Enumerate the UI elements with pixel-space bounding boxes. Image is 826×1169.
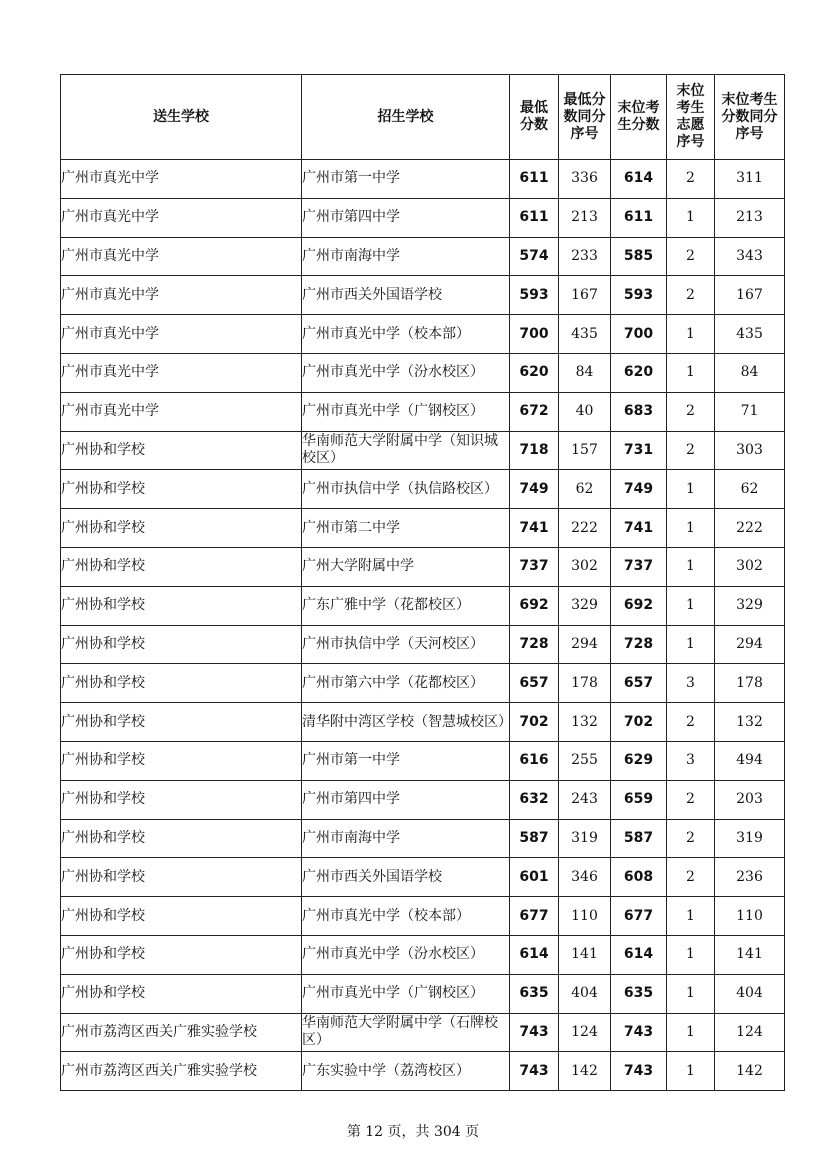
min-score-tie-rank-cell: 243: [559, 780, 611, 819]
sender-school-cell: 广州协和学校: [61, 509, 302, 548]
admitting-school-cell: 华南师范大学附属中学（知识城校区）: [302, 431, 510, 470]
last-student-tie-rank-cell: 319: [715, 819, 785, 858]
last-student-tie-rank-cell: 222: [715, 509, 785, 548]
table-row: [61, 1013, 785, 1052]
header-admitting-school: 招生学校: [302, 75, 510, 160]
table-body: [61, 160, 785, 1091]
sender-school-cell: 广州协和学校: [61, 470, 302, 509]
min-score-cell: 611: [510, 198, 559, 237]
sender-school-cell: 广州市真光中学: [61, 353, 302, 392]
last-student-choice-no-cell: 1: [667, 625, 715, 664]
sender-school-cell: 广州协和学校: [61, 780, 302, 819]
last-student-tie-rank-cell: 311: [715, 160, 785, 199]
last-student-tie-rank-cell: 71: [715, 392, 785, 431]
min-score-cell: 737: [510, 547, 559, 586]
sender-school-cell: 广州协和学校: [61, 625, 302, 664]
admitting-school-cell: 华南师范大学附属中学（石牌校区）: [302, 1013, 510, 1052]
min-score-cell: 741: [510, 509, 559, 548]
table-row: [61, 664, 785, 703]
admitting-school-cell: 广州市真光中学（广钢校区）: [302, 392, 510, 431]
last-student-tie-rank-cell: 404: [715, 974, 785, 1013]
table-row: [61, 935, 785, 974]
table-row: [61, 276, 785, 315]
min-score-tie-rank-cell: 132: [559, 703, 611, 742]
admitting-school-cell: 广州市真光中学（汾水校区）: [302, 935, 510, 974]
last-student-choice-no-cell: 1: [667, 547, 715, 586]
last-student-score-cell: 608: [611, 858, 667, 897]
min-score-tie-rank-cell: 62: [559, 470, 611, 509]
last-student-tie-rank-cell: 236: [715, 858, 785, 897]
min-score-tie-rank-cell: 329: [559, 586, 611, 625]
last-student-score-cell: 743: [611, 1052, 667, 1091]
sender-school-cell: 广州协和学校: [61, 547, 302, 586]
last-student-tie-rank-cell: 303: [715, 431, 785, 470]
admitting-school-cell: 广州市真光中学（广钢校区）: [302, 974, 510, 1013]
last-student-tie-rank-cell: 84: [715, 353, 785, 392]
last-student-choice-no-cell: 2: [667, 858, 715, 897]
sender-school-cell: 广州市真光中学: [61, 160, 302, 199]
last-student-tie-rank-cell: 62: [715, 470, 785, 509]
min-score-cell: 616: [510, 741, 559, 780]
table-row: [61, 160, 785, 199]
last-student-score-cell: 657: [611, 664, 667, 703]
last-student-choice-no-cell: 2: [667, 392, 715, 431]
min-score-tie-rank-cell: 222: [559, 509, 611, 548]
min-score-cell: 657: [510, 664, 559, 703]
admitting-school-cell: 广州市执信中学（天河校区）: [302, 625, 510, 664]
min-score-cell: 743: [510, 1052, 559, 1091]
last-student-tie-rank-cell: 294: [715, 625, 785, 664]
last-student-tie-rank-cell: 203: [715, 780, 785, 819]
last-student-choice-no-cell: 1: [667, 1052, 715, 1091]
min-score-cell: 611: [510, 160, 559, 199]
last-student-score-cell: 614: [611, 935, 667, 974]
sender-school-cell: 广州市荔湾区西关广雅实验学校: [61, 1052, 302, 1091]
last-student-score-cell: 731: [611, 431, 667, 470]
min-score-tie-rank-cell: 319: [559, 819, 611, 858]
min-score-tie-rank-cell: 84: [559, 353, 611, 392]
sender-school-cell: 广州市真光中学: [61, 198, 302, 237]
sender-school-cell: 广州市真光中学: [61, 276, 302, 315]
last-student-choice-no-cell: 1: [667, 935, 715, 974]
last-student-tie-rank-cell: 110: [715, 897, 785, 936]
sender-school-cell: 广州协和学校: [61, 431, 302, 470]
table-row: [61, 547, 785, 586]
last-student-score-cell: 741: [611, 509, 667, 548]
table-row: [61, 353, 785, 392]
table-row: [61, 198, 785, 237]
last-student-tie-rank-cell: 329: [715, 586, 785, 625]
min-score-tie-rank-cell: 157: [559, 431, 611, 470]
last-student-choice-no-cell: 1: [667, 198, 715, 237]
last-student-choice-no-cell: 2: [667, 237, 715, 276]
min-score-tie-rank-cell: 141: [559, 935, 611, 974]
sender-school-cell: 广州协和学校: [61, 935, 302, 974]
last-student-tie-rank-cell: 142: [715, 1052, 785, 1091]
sender-school-cell: 广州市真光中学: [61, 315, 302, 354]
admitting-school-cell: 广州市第四中学: [302, 780, 510, 819]
sender-school-cell: 广州协和学校: [61, 974, 302, 1013]
table-row: [61, 625, 785, 664]
min-score-cell: 749: [510, 470, 559, 509]
table-row: [61, 897, 785, 936]
min-score-cell: 601: [510, 858, 559, 897]
last-student-score-cell: 587: [611, 819, 667, 858]
last-student-choice-no-cell: 3: [667, 741, 715, 780]
admitting-school-cell: 广州市西关外国语学校: [302, 858, 510, 897]
min-score-tie-rank-cell: 213: [559, 198, 611, 237]
min-score-tie-rank-cell: 435: [559, 315, 611, 354]
min-score-tie-rank-cell: 124: [559, 1013, 611, 1052]
min-score-cell: 692: [510, 586, 559, 625]
admitting-school-cell: 清华附中湾区学校（智慧城校区）: [302, 703, 510, 742]
admitting-school-cell: 广州市第一中学: [302, 160, 510, 199]
table-row: [61, 974, 785, 1013]
header-last-student-score: 末位考生分数: [611, 75, 667, 160]
min-score-tie-rank-cell: 346: [559, 858, 611, 897]
table-row: [61, 1052, 785, 1091]
min-score-cell: 614: [510, 935, 559, 974]
sender-school-cell: 广州协和学校: [61, 897, 302, 936]
sender-school-cell: 广州协和学校: [61, 858, 302, 897]
min-score-cell: 718: [510, 431, 559, 470]
table-row: [61, 703, 785, 742]
sender-school-cell: 广州市荔湾区西关广雅实验学校: [61, 1013, 302, 1052]
last-student-choice-no-cell: 1: [667, 470, 715, 509]
min-score-cell: 702: [510, 703, 559, 742]
last-student-choice-no-cell: 1: [667, 315, 715, 354]
last-student-choice-no-cell: 2: [667, 431, 715, 470]
last-student-choice-no-cell: 2: [667, 276, 715, 315]
last-student-tie-rank-cell: 435: [715, 315, 785, 354]
last-student-score-cell: 700: [611, 315, 667, 354]
last-student-score-cell: 692: [611, 586, 667, 625]
last-student-tie-rank-cell: 167: [715, 276, 785, 315]
min-score-tie-rank-cell: 336: [559, 160, 611, 199]
admitting-school-cell: 广州市第一中学: [302, 741, 510, 780]
last-student-tie-rank-cell: 141: [715, 935, 785, 974]
min-score-tie-rank-cell: 110: [559, 897, 611, 936]
last-student-choice-no-cell: 3: [667, 664, 715, 703]
last-student-score-cell: 743: [611, 1013, 667, 1052]
sender-school-cell: 广州协和学校: [61, 819, 302, 858]
min-score-cell: 700: [510, 315, 559, 354]
table-row: [61, 858, 785, 897]
last-student-tie-rank-cell: 132: [715, 703, 785, 742]
min-score-cell: 574: [510, 237, 559, 276]
min-score-tie-rank-cell: 294: [559, 625, 611, 664]
admitting-school-cell: 广州市第四中学: [302, 198, 510, 237]
admitting-school-cell: 广州市西关外国语学校: [302, 276, 510, 315]
last-student-choice-no-cell: 1: [667, 1013, 715, 1052]
sender-school-cell: 广州协和学校: [61, 703, 302, 742]
last-student-score-cell: 683: [611, 392, 667, 431]
last-student-score-cell: 728: [611, 625, 667, 664]
min-score-cell: 743: [510, 1013, 559, 1052]
last-student-tie-rank-cell: 124: [715, 1013, 785, 1052]
last-student-choice-no-cell: 2: [667, 703, 715, 742]
min-score-cell: 593: [510, 276, 559, 315]
header-sender-school: 送生学校: [61, 75, 302, 160]
min-score-cell: 672: [510, 392, 559, 431]
last-student-score-cell: 659: [611, 780, 667, 819]
last-student-score-cell: 702: [611, 703, 667, 742]
min-score-cell: 728: [510, 625, 559, 664]
last-student-choice-no-cell: 2: [667, 780, 715, 819]
sender-school-cell: 广州协和学校: [61, 586, 302, 625]
min-score-tie-rank-cell: 255: [559, 741, 611, 780]
admitting-school-cell: 广州市南海中学: [302, 237, 510, 276]
min-score-tie-rank-cell: 40: [559, 392, 611, 431]
table-row: [61, 237, 785, 276]
min-score-tie-rank-cell: 142: [559, 1052, 611, 1091]
table-row: [61, 392, 785, 431]
table-row: [61, 315, 785, 354]
last-student-choice-no-cell: 2: [667, 819, 715, 858]
header-min-score-tie-rank: 最低分数同分序号: [559, 75, 611, 160]
last-student-score-cell: 737: [611, 547, 667, 586]
min-score-cell: 632: [510, 780, 559, 819]
last-student-choice-no-cell: 1: [667, 897, 715, 936]
admitting-school-cell: 广州市第二中学: [302, 509, 510, 548]
last-student-score-cell: 585: [611, 237, 667, 276]
admitting-school-cell: 广州市真光中学（校本部）: [302, 897, 510, 936]
admitting-school-cell: 广州市南海中学: [302, 819, 510, 858]
admitting-school-cell: 广州市真光中学（汾水校区）: [302, 353, 510, 392]
last-student-choice-no-cell: 2: [667, 160, 715, 199]
last-student-choice-no-cell: 1: [667, 974, 715, 1013]
min-score-cell: 677: [510, 897, 559, 936]
sender-school-cell: 广州市真光中学: [61, 237, 302, 276]
last-student-choice-no-cell: 1: [667, 586, 715, 625]
header-min-score: 最低分数: [510, 75, 559, 160]
last-student-choice-no-cell: 1: [667, 353, 715, 392]
min-score-tie-rank-cell: 233: [559, 237, 611, 276]
last-student-choice-no-cell: 1: [667, 509, 715, 548]
header-last-student-tie-rank: 末位考生分数同分序号: [715, 75, 785, 160]
last-student-tie-rank-cell: 213: [715, 198, 785, 237]
admitting-school-cell: 广州市真光中学（校本部）: [302, 315, 510, 354]
min-score-cell: 635: [510, 974, 559, 1013]
last-student-score-cell: 749: [611, 470, 667, 509]
sender-school-cell: 广州协和学校: [61, 741, 302, 780]
page-footer: 第 12 页，共 304 页: [346, 1124, 480, 1140]
min-score-tie-rank-cell: 178: [559, 664, 611, 703]
last-student-tie-rank-cell: 178: [715, 664, 785, 703]
min-score-cell: 587: [510, 819, 559, 858]
min-score-tie-rank-cell: 302: [559, 547, 611, 586]
last-student-tie-rank-cell: 343: [715, 237, 785, 276]
last-student-tie-rank-cell: 494: [715, 741, 785, 780]
last-student-score-cell: 593: [611, 276, 667, 315]
min-score-tie-rank-cell: 404: [559, 974, 611, 1013]
admitting-school-cell: 广东实验中学（荔湾校区）: [302, 1052, 510, 1091]
table-row: [61, 509, 785, 548]
admitting-school-cell: 广州市第六中学（花都校区）: [302, 664, 510, 703]
min-score-cell: 620: [510, 353, 559, 392]
table-row: [61, 780, 785, 819]
min-score-tie-rank-cell: 167: [559, 276, 611, 315]
table-row: [61, 741, 785, 780]
last-student-score-cell: 677: [611, 897, 667, 936]
table-row: [61, 819, 785, 858]
admitting-school-cell: 广州大学附属中学: [302, 547, 510, 586]
last-student-tie-rank-cell: 302: [715, 547, 785, 586]
last-student-score-cell: 614: [611, 160, 667, 199]
last-student-score-cell: 629: [611, 741, 667, 780]
last-student-score-cell: 620: [611, 353, 667, 392]
admitting-school-cell: 广东广雅中学（花都校区）: [302, 586, 510, 625]
last-student-score-cell: 635: [611, 974, 667, 1013]
sender-school-cell: 广州市真光中学: [61, 392, 302, 431]
admitting-school-cell: 广州市执信中学（执信路校区）: [302, 470, 510, 509]
sender-school-cell: 广州协和学校: [61, 664, 302, 703]
table-row: [61, 431, 785, 470]
admission-score-table: [60, 74, 785, 1091]
last-student-score-cell: 611: [611, 198, 667, 237]
header-last-student-choice-no: 末位考生志愿序号: [667, 75, 715, 160]
table-row: [61, 586, 785, 625]
table-row: [61, 470, 785, 509]
table-header-row: [61, 75, 785, 160]
